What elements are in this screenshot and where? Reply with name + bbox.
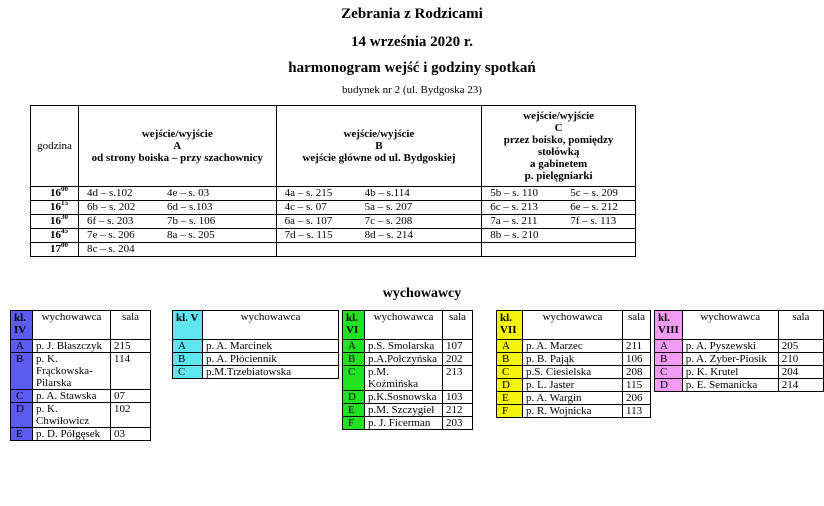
class-level-header: kl. V: [173, 311, 203, 340]
class-room-entry: 4a – s. 215: [284, 187, 333, 199]
class-level-header: kl. VI: [343, 311, 365, 340]
room-number: 213: [443, 366, 473, 391]
wychowawca-row: [343, 417, 473, 430]
schedule-row: [31, 201, 636, 215]
class-letter: A: [11, 340, 33, 353]
schedule-row: [31, 229, 636, 243]
wychowawca-row: [655, 366, 824, 379]
teacher-name: p. B. Pająk: [523, 353, 623, 366]
class-letter: C: [343, 366, 365, 391]
teacher-name: p. K. Krutel: [682, 366, 778, 379]
class-room-cell: [482, 187, 636, 201]
entrance-a-line2: A: [173, 140, 182, 152]
room-number: 205: [778, 340, 823, 353]
wychowawcy-heading: wychowawcy: [382, 286, 462, 301]
wychowawca-row: [655, 379, 824, 392]
class-letter: B: [497, 353, 523, 366]
room-number: 103: [443, 391, 473, 404]
time-hour: 16: [49, 215, 61, 227]
teacher-name: p. K. Chwiłowicz: [33, 403, 111, 428]
class-room-cell: [276, 187, 482, 201]
class-room-cell: [78, 215, 276, 229]
class-letter: E: [343, 404, 365, 417]
header-entrance-c: [482, 106, 636, 187]
class-room-entry: 6e – s. 212: [570, 201, 618, 213]
teacher-name: p. R. Wojnicka: [523, 405, 623, 418]
teacher-name: p. A. Płóciennik: [203, 353, 339, 366]
class-room-entry: 4d – s.102: [86, 187, 133, 199]
class-letter: C: [173, 366, 203, 379]
class-room-cell: [78, 229, 276, 243]
header-entrance-a: [78, 106, 276, 187]
wychowawca-row: [655, 353, 824, 366]
wychowawca-row: [343, 391, 473, 404]
class-level-header: kl. VII: [497, 311, 523, 340]
header-sala: sala: [111, 311, 151, 340]
class-level-header: kl. IV: [11, 311, 33, 340]
class-letter: D: [11, 403, 33, 428]
room-number: 102: [111, 403, 151, 428]
class-room-cell: [482, 229, 636, 243]
class-letter: D: [497, 379, 523, 392]
class-room-cell: [276, 243, 482, 257]
room-number: 206: [623, 392, 651, 405]
wychowawcy-header-row: [11, 311, 151, 340]
class-room-entry: 6f – s. 203: [86, 215, 134, 227]
header-wychowawca: wychowawca: [682, 311, 778, 340]
room-number: 106: [623, 353, 651, 366]
time-cell: [31, 187, 79, 201]
class-letter: C: [497, 366, 523, 379]
time-hour: 16: [49, 187, 61, 199]
wychowawca-row: [11, 340, 151, 353]
class-room-cell: [276, 229, 482, 243]
header-godzina: godzina: [31, 106, 79, 187]
teacher-name: p.K.Sosnowska: [365, 391, 443, 404]
wychowawca-row: [655, 340, 824, 353]
class-letter: B: [173, 353, 203, 366]
entrance-a-line1: wejście/wyjście: [141, 128, 213, 140]
header-wychowawca: wychowawca: [523, 311, 623, 340]
class-room-entry: 6a – s. 107: [284, 215, 333, 227]
teacher-name: p.S. Smolarska: [365, 340, 443, 353]
entrance-c-line6: p. pielęgniarki: [524, 170, 593, 182]
class-letter: F: [497, 405, 523, 418]
room-number: 215: [111, 340, 151, 353]
class-room-cell: [276, 201, 482, 215]
wychowawca-row: [173, 366, 339, 379]
room-number: 07: [111, 390, 151, 403]
time-minute: 45: [60, 227, 68, 235]
room-number: 212: [443, 404, 473, 417]
teacher-name: p. A. Marzec: [523, 340, 623, 353]
teacher-name: p. A. Marcinek: [203, 340, 339, 353]
class-letter: B: [11, 353, 33, 390]
wychowawca-row: [497, 379, 651, 392]
class-room-entry: 7c – s. 208: [364, 215, 413, 227]
wychowawca-row: [343, 340, 473, 353]
room-number: 03: [111, 428, 151, 441]
entrance-b-line1: wejście/wyjście: [343, 128, 415, 140]
class-room-entry: 4c – s. 07: [284, 201, 327, 213]
wychowawca-row: [343, 366, 473, 391]
entrance-c-line1: wejście/wyjście: [523, 110, 595, 122]
time-minute: 30: [60, 213, 68, 221]
entrance-b-line3: wejście główne od ul. Bydgoskiej: [302, 152, 456, 164]
teacher-name: p. A. Wargin: [523, 392, 623, 405]
wychowawcy-table: [496, 310, 651, 418]
class-room-entry: 6c – s. 213: [490, 201, 538, 213]
class-room-cell: [482, 243, 636, 257]
class-letter: A: [655, 340, 683, 353]
header-entrance-b: [276, 106, 482, 187]
wychowawcy-table: [10, 310, 151, 441]
class-letter: E: [497, 392, 523, 405]
time-minute: 15: [60, 199, 68, 207]
teacher-name: p. A. Stawska: [33, 390, 111, 403]
entrance-c-line4: stołówką: [537, 146, 580, 158]
teacher-name: p.A.Połczyńska: [365, 353, 443, 366]
wychowawca-row: [497, 392, 651, 405]
wychowawca-row: [497, 366, 651, 379]
class-letter: F: [343, 417, 365, 430]
wychowawcy-table: [342, 310, 473, 430]
class-room-cell: [78, 243, 276, 257]
header-wychowawca: wychowawca: [33, 311, 111, 340]
time-cell: [31, 243, 79, 257]
class-letter: A: [343, 340, 365, 353]
wychowawcy-table: [654, 310, 824, 392]
header-wychowawca: wychowawca: [203, 311, 339, 340]
room-number: 214: [778, 379, 823, 392]
wychowawca-row: [11, 428, 151, 441]
wychowawcy-header-row: [655, 311, 824, 340]
class-room-entry: 8c – s. 204: [86, 243, 135, 255]
document-subtitle: harmonogram wejść i godziny spotkań: [288, 60, 536, 76]
class-room-entry: 4e – s. 03: [166, 187, 210, 199]
class-room-entry: 8b – s. 210: [490, 229, 539, 241]
schedule-row: [31, 243, 636, 257]
class-room-entry: 8d – s. 214: [364, 229, 413, 241]
time-hour: 16: [49, 201, 61, 213]
teacher-name: p. A. Zyber-Piosik: [682, 353, 778, 366]
class-room-entry: 5c – s. 209: [570, 187, 618, 199]
room-number: 202: [443, 353, 473, 366]
entrance-a-line3: od strony boiska – przy szachownicy: [91, 152, 263, 164]
room-number: 107: [443, 340, 473, 353]
wychowawca-row: [173, 340, 339, 353]
wychowawca-row: [343, 353, 473, 366]
entrance-c-line3: przez boisko, pomiędzy: [503, 134, 614, 146]
building-info: budynek nr 2 (ul. Bydgoska 23): [342, 84, 482, 96]
teacher-name: p. J. Ficerman: [365, 417, 443, 430]
wychowawca-row: [11, 403, 151, 428]
class-letter: A: [173, 340, 203, 353]
teacher-name: p. E. Semanicka: [682, 379, 778, 392]
class-room-cell: [276, 215, 482, 229]
class-letter: A: [497, 340, 523, 353]
class-letter: E: [11, 428, 33, 441]
entrance-c-line5: a gabinetem: [530, 158, 588, 170]
class-letter: C: [11, 390, 33, 403]
entrance-b-line2: B: [375, 140, 383, 152]
wychowawca-row: [343, 404, 473, 417]
class-room-entry: 6d – s.103: [166, 201, 213, 213]
class-letter: B: [655, 353, 683, 366]
class-room-entry: 7b – s. 106: [166, 215, 216, 227]
class-room-entry: 8a – s. 205: [166, 229, 215, 241]
class-room-cell: [482, 215, 636, 229]
class-room-cell: [78, 201, 276, 215]
teacher-name: p.M. Szczygieł: [365, 404, 443, 417]
class-room-entry: 7d – s. 115: [284, 229, 333, 241]
teacher-name: p. L. Jaster: [523, 379, 623, 392]
wychowawca-row: [173, 353, 339, 366]
class-level-header: kl. VIII: [655, 311, 683, 340]
class-letter: B: [343, 353, 365, 366]
room-number: 210: [778, 353, 823, 366]
class-room-entry: 7e – s. 206: [86, 229, 135, 241]
room-number: 204: [778, 366, 823, 379]
time-cell: [31, 215, 79, 229]
class-letter: C: [655, 366, 683, 379]
class-letter: D: [655, 379, 683, 392]
meeting-date: 14 września 2020 r.: [351, 34, 473, 50]
room-number: 113: [623, 405, 651, 418]
time-hour: 16: [49, 229, 61, 241]
teacher-name: p. D. Półgęsek: [33, 428, 111, 441]
wychowawca-row: [11, 390, 151, 403]
wychowawca-row: [11, 353, 151, 390]
room-number: 208: [623, 366, 651, 379]
teacher-name: p.M. Koźmińska: [365, 366, 443, 391]
wychowawcy-header-row: [343, 311, 473, 340]
room-number: 115: [623, 379, 651, 392]
entrance-c-line2: C: [554, 122, 563, 134]
header-sala: sala: [623, 311, 651, 340]
schedule-row: [31, 187, 636, 201]
class-room-entry: 5a – s. 207: [364, 201, 413, 213]
schedule-row: [31, 215, 636, 229]
time-hour: 17: [49, 243, 61, 255]
teacher-name: p.M.Trzebiatowska: [203, 366, 339, 379]
wychowawca-row: [497, 405, 651, 418]
schedule-header-row: [31, 106, 636, 187]
wychowawca-row: [497, 340, 651, 353]
class-room-entry: 6b – s. 202: [86, 201, 136, 213]
class-room-entry: 4b – s.114: [364, 187, 410, 199]
class-room-entry: 5b – s. 110: [490, 187, 539, 199]
time-minute: 00: [60, 185, 68, 193]
wychowawcy-header-row: [173, 311, 339, 340]
document-title: Zebrania z Rodzicami: [341, 6, 483, 22]
room-number: 203: [443, 417, 473, 430]
time-cell: [31, 229, 79, 243]
teacher-name: p. K. Frąckowska-Pilarska: [33, 353, 111, 390]
class-room-cell: [482, 201, 636, 215]
schedule-table: [30, 105, 636, 257]
class-room-cell: [78, 187, 276, 201]
wychowawcy-table: [172, 310, 339, 379]
class-room-entry: 7a – s. 211: [490, 215, 538, 227]
header-sala: sala: [778, 311, 823, 340]
wychowawca-row: [497, 353, 651, 366]
room-number: 114: [111, 353, 151, 390]
teacher-name: p.S. Ciesielska: [523, 366, 623, 379]
class-letter: D: [343, 391, 365, 404]
class-room-entry: 7f – s. 113: [570, 215, 617, 227]
room-number: 211: [623, 340, 651, 353]
wychowawcy-header-row: [497, 311, 651, 340]
teacher-name: p. A. Pyszewski: [682, 340, 778, 353]
teacher-name: p. J. Błaszczyk: [33, 340, 111, 353]
header-sala: sala: [443, 311, 473, 340]
header-wychowawca: wychowawca: [365, 311, 443, 340]
time-cell: [31, 201, 79, 215]
time-minute: 00: [60, 241, 68, 249]
